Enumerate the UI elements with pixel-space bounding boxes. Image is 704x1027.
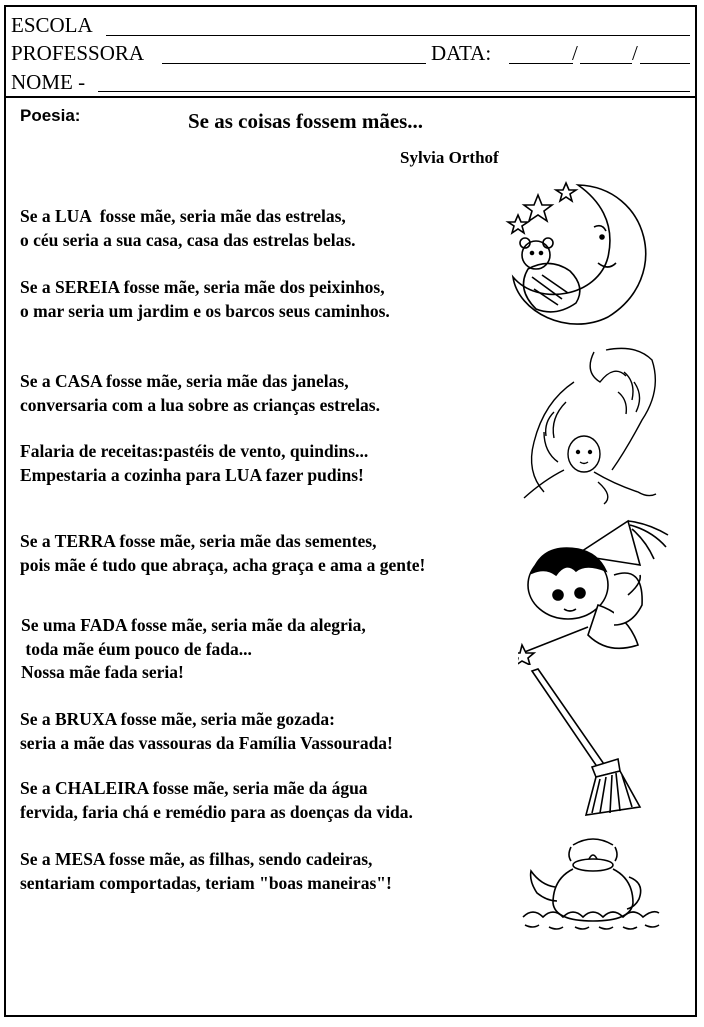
section-label: Poesia: xyxy=(20,106,81,125)
stanza-casa: Se a CASA fosse mãe, seria mãe das janelas, conversaria com a lua sobre as crianças estrelas. xyxy=(20,371,380,415)
broom-illustration xyxy=(526,667,646,825)
stanza-lua: Se a LUA fosse mãe, seria mãe das estrelas, o céu seria a sua casa, casa das estrelas belas. xyxy=(20,206,356,250)
stanza-sereia: Se a SEREIA fosse mãe, seria mãe dos peixinhos, o mar seria um jardim e os barcos seus caminhos. xyxy=(20,277,390,321)
teacher-line xyxy=(162,63,426,64)
fairy-illustration xyxy=(518,515,693,665)
school-label: ESCOLA xyxy=(11,13,93,37)
date-sep-2: / xyxy=(632,41,638,65)
poem-author: Sylvia Orthof xyxy=(400,148,499,167)
mermaid-illustration xyxy=(514,342,664,507)
poem-title: Se as coisas fossem mães... xyxy=(188,109,424,133)
stanza-mesa: Se a MESA fosse mãe, as filhas, sendo cadeiras, sentariam comportadas, teriam "boas maneiras"! xyxy=(20,849,392,893)
date-label: DATA: xyxy=(431,41,492,65)
date-sep-1: / xyxy=(572,41,578,65)
stanza-chaleira: Se a CHALEIRA fosse mãe, seria mãe da água fervida, faria chá e remédio para as doenças da vida. xyxy=(20,778,413,822)
stanza-terra: Se a TERRA fosse mãe, seria mãe das sementes, pois mãe é tudo que abraça, acha graça e ama a gente! xyxy=(20,531,426,575)
kettle-illustration xyxy=(519,837,669,933)
date-month-line xyxy=(580,63,632,64)
date-year-line xyxy=(640,63,690,64)
stanza-fada: Se uma FADA fosse mãe, seria mãe da alegria, toda mãe éum pouco de fada... Nossa mãe fada seria! xyxy=(21,615,366,683)
stanza-receitas: Falaria de receitas:pastéis de vento, quindins... Empestaria a cozinha para LUA fazer pudins! xyxy=(20,441,369,485)
stanza-bruxa: Se a BRUXA fosse mãe, seria mãe gozada: seria a mãe das vassouras da Família Vassourada! xyxy=(20,709,393,753)
moon-bear-illustration xyxy=(498,177,668,327)
name-label: NOME - xyxy=(11,70,86,94)
school-line xyxy=(106,35,690,36)
date-day-line xyxy=(509,63,573,64)
name-line xyxy=(98,91,690,92)
worksheet xyxy=(4,5,697,1017)
teacher-label: PROFESSORA xyxy=(11,41,145,65)
header-divider xyxy=(6,96,695,98)
